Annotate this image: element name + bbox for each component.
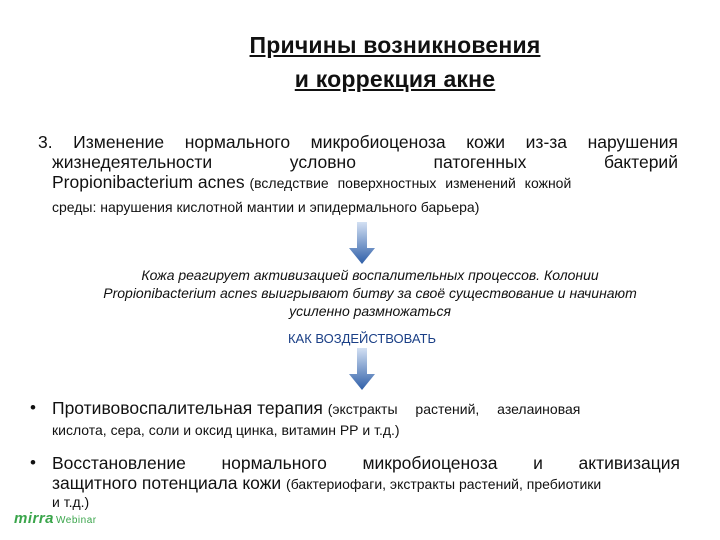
point-3-line1: 3. Изменение нормального микробиоценоза кожи из-за нарушения [38,132,678,152]
point-3-line3-main: Propionibacterium acnes [52,172,250,192]
point-3-paragraph [38,132,678,193]
bullet-1-note: (экстракты растений, азелаиновая [327,401,581,417]
reaction-line3: усиленно размножаться [289,303,451,319]
bullet-2-sub: и т.д.) [52,494,90,510]
logo-brand: mirra [14,510,55,527]
bullet-2-line2 [52,473,680,494]
slide-title-line2: и коррекция акне [294,66,496,92]
bullet-2-line1: Восстановление нормального микробиоценоза и активизация [52,453,680,473]
bullet-2-main: защитного потенциала кожи [52,473,287,493]
reaction-line2: Propionibacterium acnes выигрывают битву за своё существование и начинают [103,285,637,301]
mirra-webinar-logo [14,510,97,527]
point-3-line3-note: (вследствие поверхностных изменений кожной [249,175,572,191]
bullet-1-sub: кислота, сера, соли и оксид цинка, витамин РР и т.д.) [52,422,400,438]
bullet-dot: • [30,453,36,472]
bullet-restoration [30,453,680,511]
bullet-dot: • [30,398,36,417]
bullet-2-note: (бактериофаги, экстракты растений, пребиотики [286,476,602,492]
how-to-heading: КАК ВОЗДЕЙСТВОВАТЬ [287,331,437,346]
down-arrow-icon [349,222,375,264]
bullet-anti-inflammatory [30,398,680,439]
point-3-line2: жизнедеятельности условно патогенных бактерий [52,152,678,172]
point-3-line4: среды: нарушения кислотной мантии и эпидермального барьера) [52,199,480,215]
reaction-text [60,266,680,320]
bullet-1-main: Противовоспалительная терапия [52,398,328,418]
bullet-1-line1 [52,398,680,419]
point-3-line3 [52,172,678,193]
reaction-line1: Кожа реагирует активизацией воспалительных процессов. Колонии [141,267,599,283]
slide-title-line1: Причины возникновения [249,32,541,58]
logo-suffix: Webinar [56,515,97,526]
down-arrow-icon [349,348,375,390]
